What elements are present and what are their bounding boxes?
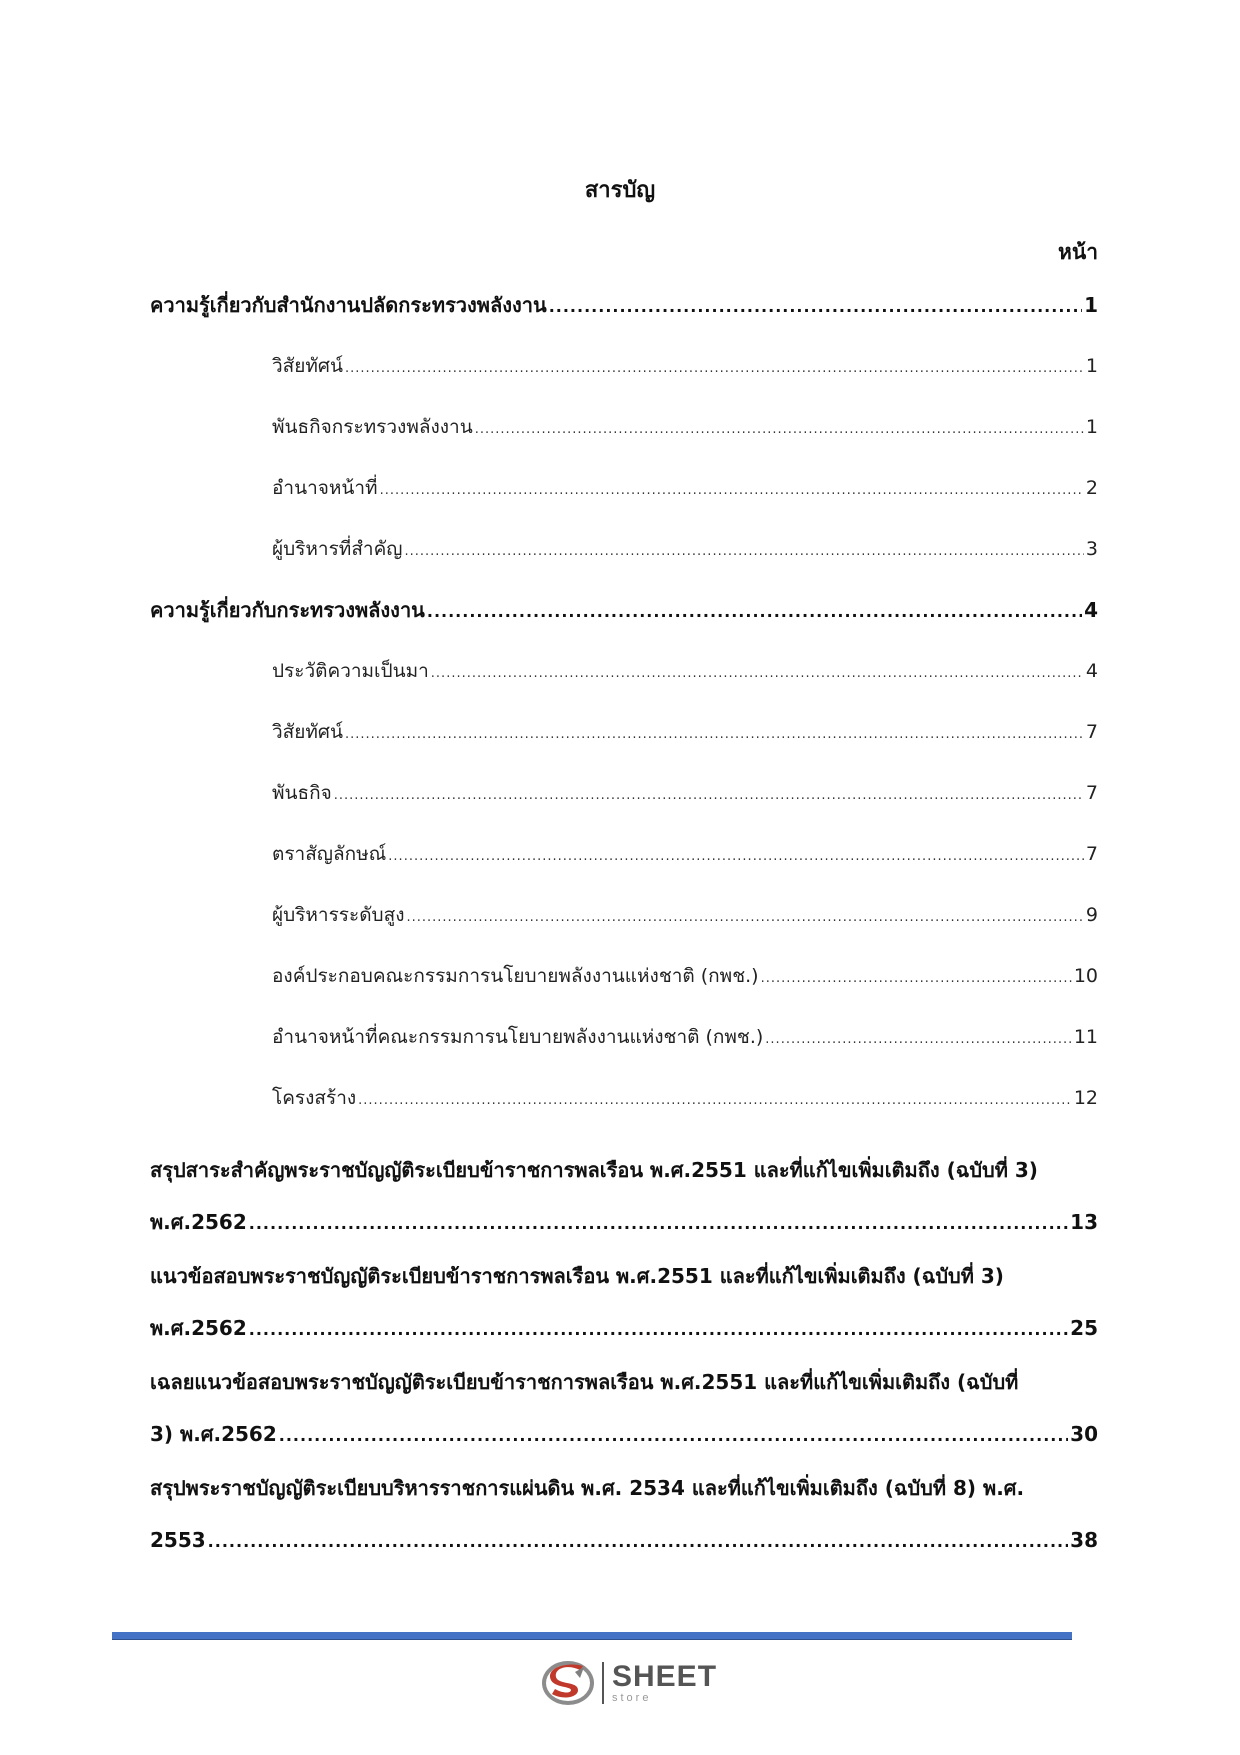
page-column-label: หน้า — [1058, 240, 1098, 264]
toc-entry-page: 2 — [1085, 477, 1098, 499]
leader-dots — [345, 720, 1084, 750]
logo-separator — [602, 1662, 604, 1704]
leader-dots — [761, 964, 1072, 994]
toc-subentry[interactable] — [150, 534, 1098, 595]
toc-entry[interactable] — [150, 1462, 1098, 1568]
logo-sub-text: store — [612, 1692, 652, 1704]
toc-entry-text: ตราสัญลักษณ์ — [272, 843, 387, 865]
toc-entry-text: พันธกิจกระทรวงพลังงาน — [272, 416, 473, 438]
toc-entry-page: 7 — [1085, 782, 1098, 804]
toc-entry-text: ความรู้เกี่ยวกับกระทรวงพลังงาน — [150, 598, 425, 622]
leader-dots — [345, 354, 1084, 384]
toc-entry-text: ผู้บริหารที่สำคัญ — [272, 538, 403, 560]
toc-entry-page: 10 — [1073, 965, 1098, 987]
toc-entry-text-line2: พ.ศ.2562 — [150, 1210, 247, 1234]
toc-subentry[interactable] — [150, 839, 1098, 900]
toc-entry[interactable] — [150, 595, 1098, 656]
table-of-contents — [150, 290, 1098, 1568]
toc-entry-page: 4 — [1085, 660, 1098, 682]
toc-entry-page: 30 — [1070, 1422, 1098, 1446]
logo-main-text: SHEET — [612, 1660, 718, 1693]
toc-entry-page: 7 — [1085, 843, 1098, 865]
toc-subentry[interactable] — [150, 717, 1098, 778]
toc-entry-text: วิสัยทัศน์ — [272, 355, 343, 377]
sheet-store-s-mark-icon — [540, 1658, 596, 1708]
toc-entry-page: 7 — [1085, 721, 1098, 743]
toc-entry-page: 12 — [1073, 1087, 1098, 1109]
leader-dots — [475, 415, 1084, 445]
toc-title: สารบัญ — [584, 178, 656, 203]
leader-dots — [431, 659, 1084, 689]
toc-entry-text: วิสัยทัศน์ — [272, 721, 343, 743]
toc-entry-text-line1: สรุปสาระสำคัญพระราชบัญญัติระเบียบข้าราชการพลเรือน พ.ศ.2551 และที่แก้ไขเพิ่มเติมถึง (ฉบับที่ 3) — [150, 1158, 1038, 1182]
toc-entry-text-line1: สรุปพระราชบัญญัติระเบียบบริหารราชการแผ่นดิน พ.ศ. 2534 และที่แก้ไขเพิ่มเติมถึง (ฉบับที่ 8) พ.ศ. — [150, 1476, 1025, 1500]
toc-entry-page: 1 — [1085, 416, 1098, 438]
toc-entry-text-line2: 3) พ.ศ.2562 — [150, 1422, 277, 1446]
toc-entry[interactable] — [150, 1144, 1098, 1250]
toc-entry-text-line1: แนวข้อสอบพระราชบัญญัติระเบียบข้าราชการพลเรือน พ.ศ.2551 และที่แก้ไขเพิ่มเติมถึง (ฉบับที่ 3) — [150, 1264, 1004, 1288]
sheet-store-logo — [540, 1658, 720, 1708]
toc-entry[interactable] — [150, 1356, 1098, 1462]
toc-subentry[interactable] — [150, 656, 1098, 717]
toc-entry-page: 38 — [1070, 1528, 1098, 1552]
leader-dots — [406, 903, 1083, 933]
toc-entry-text: ประวัติความเป็นมา — [272, 660, 429, 682]
toc-subentry[interactable] — [150, 961, 1098, 1022]
footer-rule — [112, 1632, 1072, 1640]
toc-subentry[interactable] — [150, 900, 1098, 961]
leader-dots — [249, 1304, 1068, 1356]
toc-entry-text: พันธกิจ — [272, 782, 332, 804]
toc-subentry[interactable] — [150, 778, 1098, 839]
toc-entry-text-line2: พ.ศ.2562 — [150, 1316, 247, 1340]
toc-entry-text: อำนาจหน้าที่คณะกรรมการนโยบายพลังงานแห่งชาติ (กพช.) — [272, 1026, 764, 1048]
leader-dots — [405, 537, 1084, 567]
toc-entry[interactable] — [150, 290, 1098, 351]
leader-dots — [549, 292, 1082, 322]
toc-subentry[interactable] — [150, 412, 1098, 473]
leader-dots — [380, 476, 1084, 506]
toc-entry-text: ความรู้เกี่ยวกับสำนักงานปลัดกระทรวงพลังงาน — [150, 293, 547, 317]
toc-subentry[interactable] — [150, 1022, 1098, 1083]
toc-entry-text-line2: 2553 — [150, 1528, 206, 1552]
toc-subentry[interactable] — [150, 1083, 1098, 1144]
logo-wordmark — [612, 1662, 717, 1704]
leader-dots — [208, 1516, 1068, 1568]
toc-entry-page: 11 — [1073, 1026, 1098, 1048]
leader-dots — [388, 842, 1084, 872]
toc-entry-page: 13 — [1070, 1210, 1098, 1234]
toc-entry-page: 3 — [1085, 538, 1098, 560]
toc-entry-page: 1 — [1084, 293, 1098, 317]
toc-entry-page: 4 — [1084, 598, 1098, 622]
leader-dots — [765, 1025, 1072, 1055]
leader-dots — [334, 781, 1084, 811]
toc-entry-text: ผู้บริหารระดับสูง — [272, 904, 405, 926]
leader-dots — [249, 1198, 1068, 1250]
leader-dots — [358, 1086, 1072, 1116]
toc-entry-page: 9 — [1085, 904, 1098, 926]
toc-entry-text: อำนาจหน้าที่ — [272, 477, 378, 499]
toc-entry-page: 1 — [1085, 355, 1098, 377]
toc-subentry[interactable] — [150, 351, 1098, 412]
toc-entry[interactable] — [150, 1250, 1098, 1356]
toc-entry-text: องค์ประกอบคณะกรรมการนโยบายพลังงานแห่งชาติ (กพช.) — [272, 965, 759, 987]
toc-entry-text: โครงสร้าง — [272, 1087, 357, 1109]
toc-subentry[interactable] — [150, 473, 1098, 534]
toc-entry-page: 25 — [1070, 1316, 1098, 1340]
toc-entry-text-line1: เฉลยแนวข้อสอบพระราชบัญญัติระเบียบข้าราชการพลเรือน พ.ศ.2551 และที่แก้ไขเพิ่มเติมถึง (ฉบับที่ — [150, 1370, 1019, 1394]
leader-dots — [427, 597, 1082, 627]
leader-dots — [279, 1410, 1068, 1462]
